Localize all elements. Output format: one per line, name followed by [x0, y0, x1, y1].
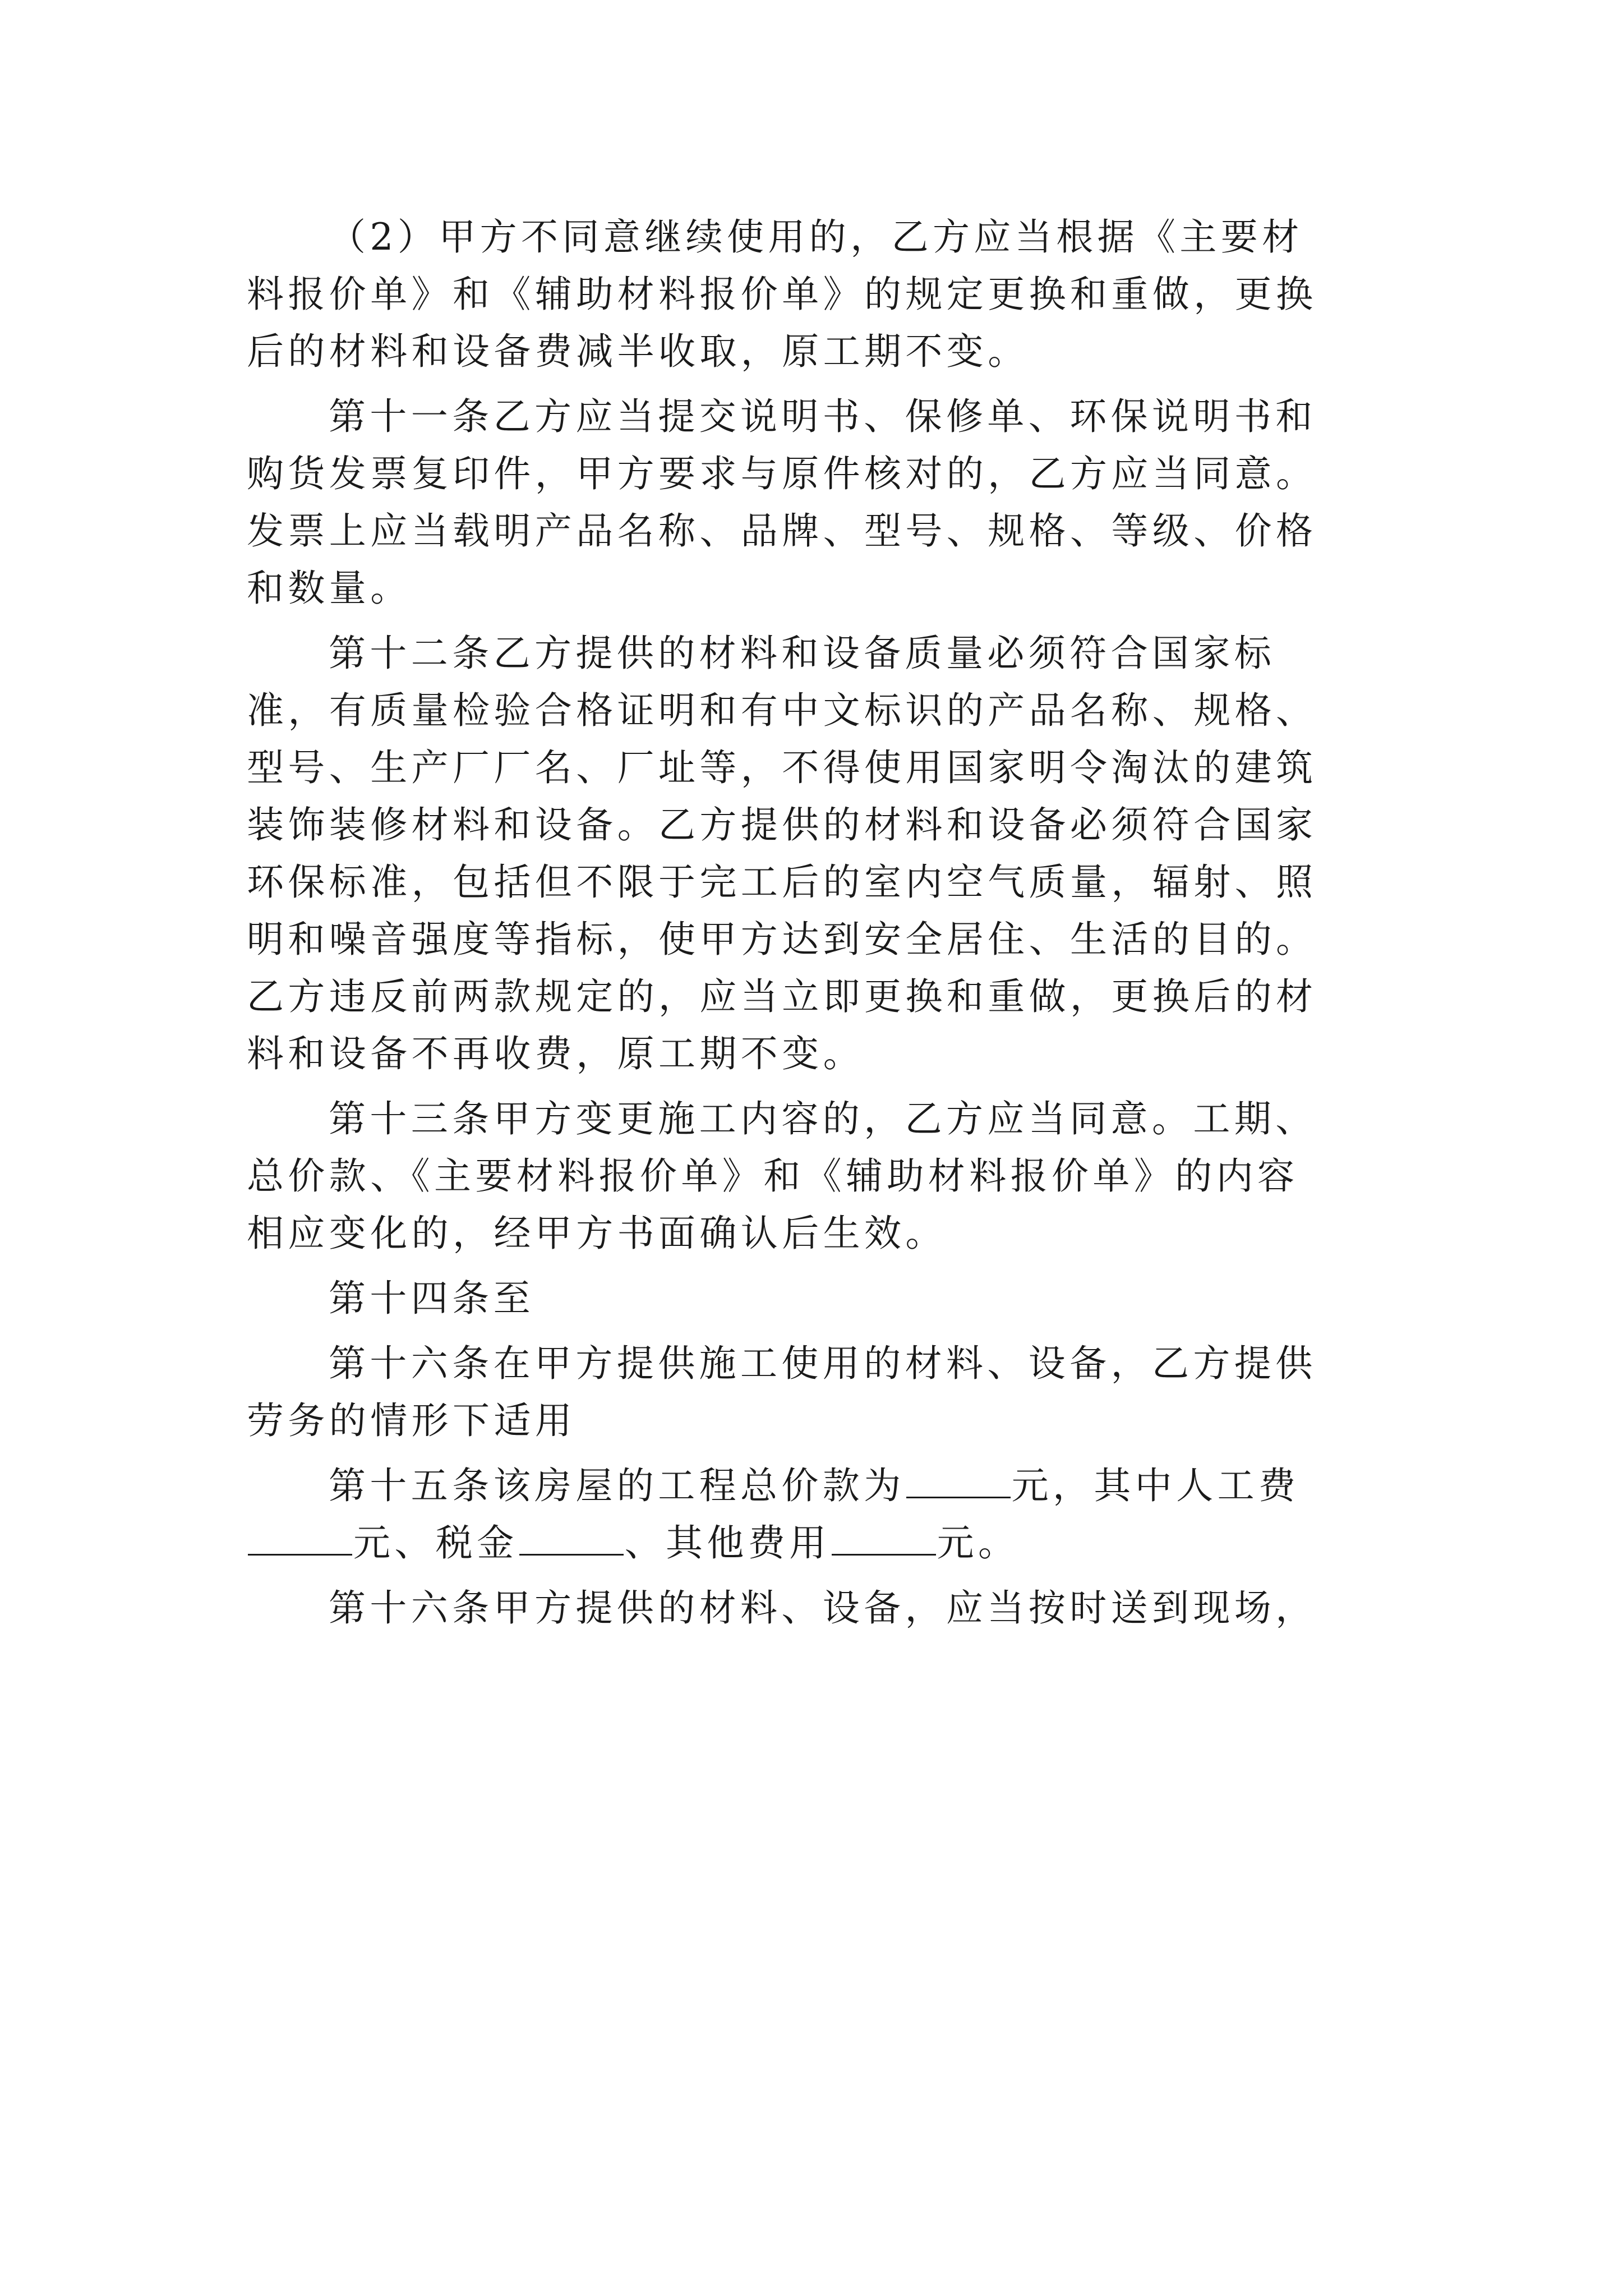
text-line: 准，有质量检验合格证明和有中文标识的产品名称、规格、 [247, 689, 1317, 732]
text-line: 第十六条在甲方提供施工使用的材料、设备，乙方提供 [329, 1342, 1317, 1385]
paragraph-article-16-scope [247, 1335, 1374, 1450]
paragraph-article-15 [247, 1457, 1374, 1572]
text-line: 总价款、《主要材料报价单》和《辅助材料报价单》的内容 [247, 1154, 1299, 1198]
paragraph-article-11 [247, 388, 1374, 617]
clause-text: 元、税金 [353, 1521, 518, 1565]
document-body [247, 209, 1374, 1645]
text-line: 第十四条至 [329, 1277, 534, 1320]
text-line: 劳务的情形下适用 [247, 1399, 577, 1442]
paragraph-article-14-heading [247, 1270, 1374, 1327]
paragraph-article-13 [247, 1091, 1374, 1262]
text-line: 环保标准，包括但不限于完工后的室内空气质量，辐射、照 [247, 861, 1317, 904]
text-line: （2）甲方不同意继续使用的，乙方应当根据《主要材 [329, 215, 1303, 259]
text-line [247, 1457, 1374, 1515]
text-line: 第十一条乙方应当提交说明书、保修单、环保说明书和 [329, 395, 1317, 438]
text-line: 乙方违反前两款规定的，应当立即更换和重做，更换后的材 [247, 975, 1317, 1018]
clause-text: 元，其中人工费 [1011, 1464, 1300, 1507]
text-line: 和数量。 [247, 567, 412, 610]
clause-text: 元。 [937, 1521, 1020, 1565]
text-line: 装饰装修材料和设备。乙方提供的材料和设备必须符合国家 [247, 803, 1317, 846]
text-line: 购货发票复印件，甲方要求与原件核对的，乙方应当同意。 [247, 452, 1317, 495]
text-line: 型号、生产厂厂名、厂址等，不得使用国家明令淘汰的建筑 [247, 746, 1317, 789]
fill-blank-tax[interactable] [519, 1521, 624, 1556]
text-line [247, 1515, 1374, 1572]
paragraph-article-12 [247, 625, 1374, 1083]
fill-blank-other-fees[interactable] [832, 1521, 936, 1556]
paragraph-article-16 [247, 1580, 1374, 1637]
text-line: 相应变化的，经甲方书面确认后生效。 [247, 1212, 947, 1255]
fill-blank-total-price[interactable] [906, 1464, 1011, 1498]
text-line: 第十二条乙方提供的材料和设备质量必须符合国家标 [329, 632, 1276, 675]
text-line: 发票上应当载明产品名称、品牌、型号、规格、等级、价格 [247, 509, 1317, 553]
paragraph-item-2 [247, 209, 1374, 380]
clause-text: 第十五条该房屋的工程总价款为 [329, 1464, 905, 1507]
text-line: 后的材料和设备费减半收取，原工期不变。 [247, 330, 1029, 373]
text-line: 明和噪音强度等指标，使甲方达到安全居住、生活的目的。 [247, 918, 1317, 961]
text-line: 第十三条甲方变更施工内容的，乙方应当同意。工期、 [329, 1097, 1317, 1140]
clause-text: 、其他费用 [624, 1521, 831, 1565]
text-line: 第十六条甲方提供的材料、设备，应当按时送到现场， [329, 1586, 1317, 1630]
fill-blank-labor-cost[interactable] [248, 1521, 352, 1556]
text-line: 料报价单》和《辅助材料报价单》的规定更换和重做，更换 [247, 273, 1317, 316]
text-line: 料和设备不再收费，原工期不变。 [247, 1032, 864, 1075]
